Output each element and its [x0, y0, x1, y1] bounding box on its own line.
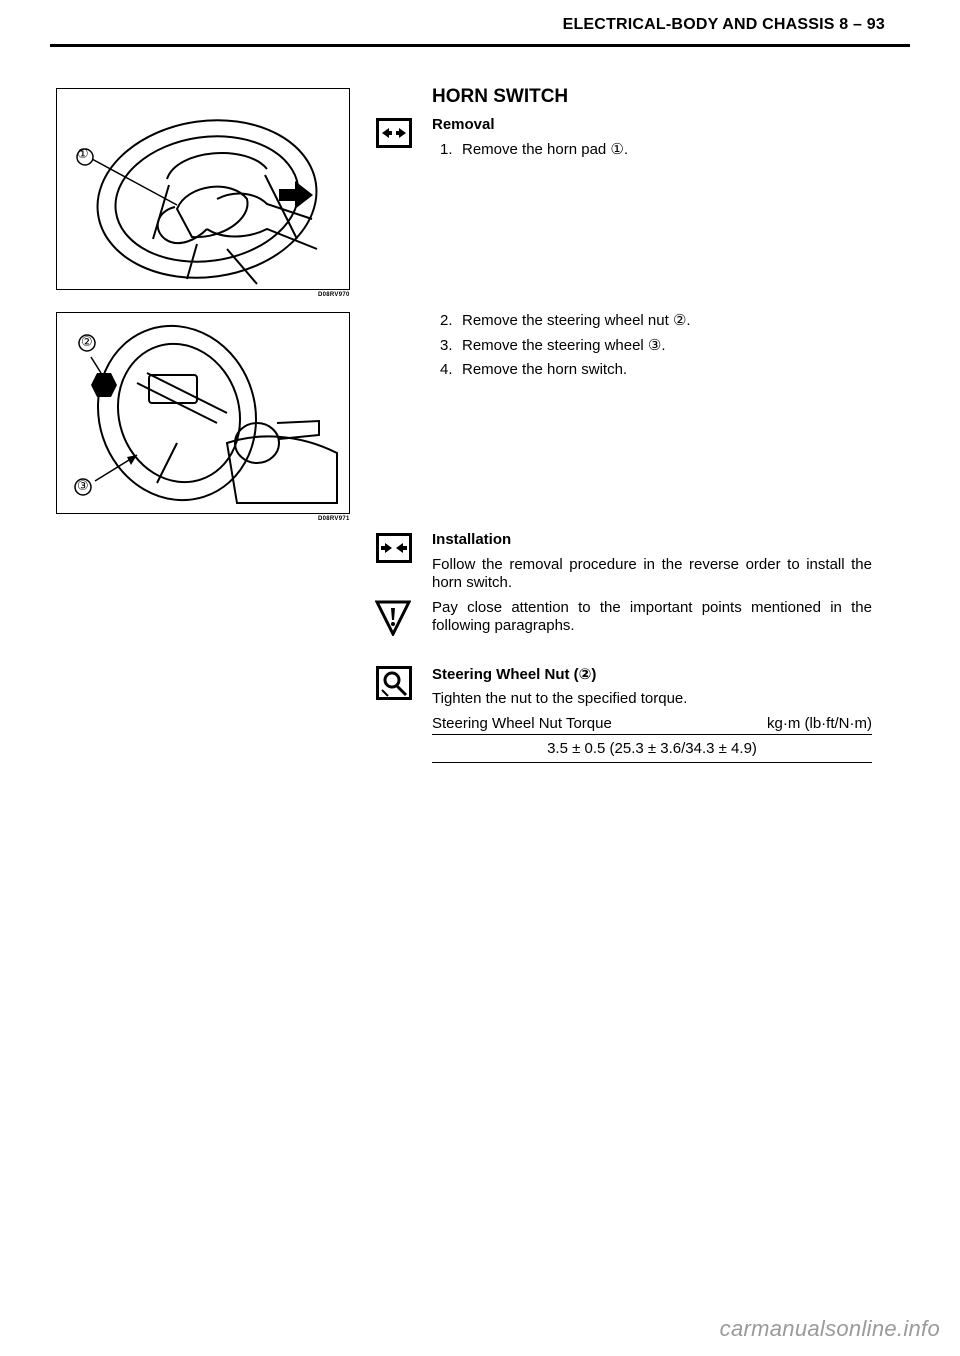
step-number: 4.	[440, 361, 453, 378]
step-text: Remove the horn pad ①.	[462, 141, 629, 158]
step-number: 3.	[440, 337, 453, 354]
torque-wrench-icon	[376, 666, 412, 700]
removal-title: Removal	[432, 116, 495, 133]
steering-wheel-hands-illustration	[57, 89, 349, 289]
important-points-text: Pay close attention to the important points mentioned in the following paragraphs.	[432, 599, 872, 634]
torque-table-rule-bottom	[432, 762, 872, 763]
removal-arrows-icon	[376, 118, 412, 148]
torque-spec-label: Steering Wheel Nut Torque	[432, 715, 612, 732]
removal-step-2	[440, 311, 691, 329]
figure-code: D08RV971	[318, 516, 350, 522]
nut-title: Steering Wheel Nut (②)	[432, 666, 597, 683]
step-text: Remove the steering wheel nut ②.	[462, 312, 691, 329]
callout-2-label: ②	[81, 334, 93, 349]
torque-table-rule-top	[432, 734, 872, 735]
step-number: 2.	[440, 312, 453, 329]
page-header: ELECTRICAL-BODY AND CHASSIS 8 – 93	[562, 16, 885, 33]
figure-horn-pad-removal	[56, 88, 350, 290]
watermark-text: carmanualsonline.info	[719, 1316, 940, 1341]
installation-title: Installation	[432, 531, 512, 548]
installation-arrows-icon	[376, 533, 412, 563]
step-text: Remove the steering wheel ③.	[462, 337, 666, 354]
step-number: 1.	[440, 141, 453, 158]
torque-spec-value: 3.5 ± 0.5 (25.3 ± 3.6/34.3 ± 4.9)	[547, 740, 757, 757]
section-title: HORN SWITCH	[432, 86, 569, 107]
header-rule	[50, 44, 910, 47]
steering-wheel-nut-illustration	[57, 313, 349, 513]
step-text: Remove the horn switch.	[462, 361, 628, 378]
callout-1-label: ①	[77, 146, 89, 161]
removal-step-3	[440, 336, 666, 354]
installation-text: Follow the removal procedure in the reverse order to install the horn switch.	[432, 556, 872, 591]
callout-3-label: ③	[77, 478, 89, 493]
torque-spec-unit: kg·m (lb·ft/N·m)	[767, 715, 872, 732]
figure-code: D08RV970	[318, 292, 350, 298]
nut-text: Tighten the nut to the specified torque.	[432, 690, 688, 707]
removal-step-4	[440, 361, 627, 378]
figure-steering-wheel-removal	[56, 312, 350, 514]
removal-step-1	[440, 140, 628, 158]
important-points-icon	[375, 600, 411, 636]
